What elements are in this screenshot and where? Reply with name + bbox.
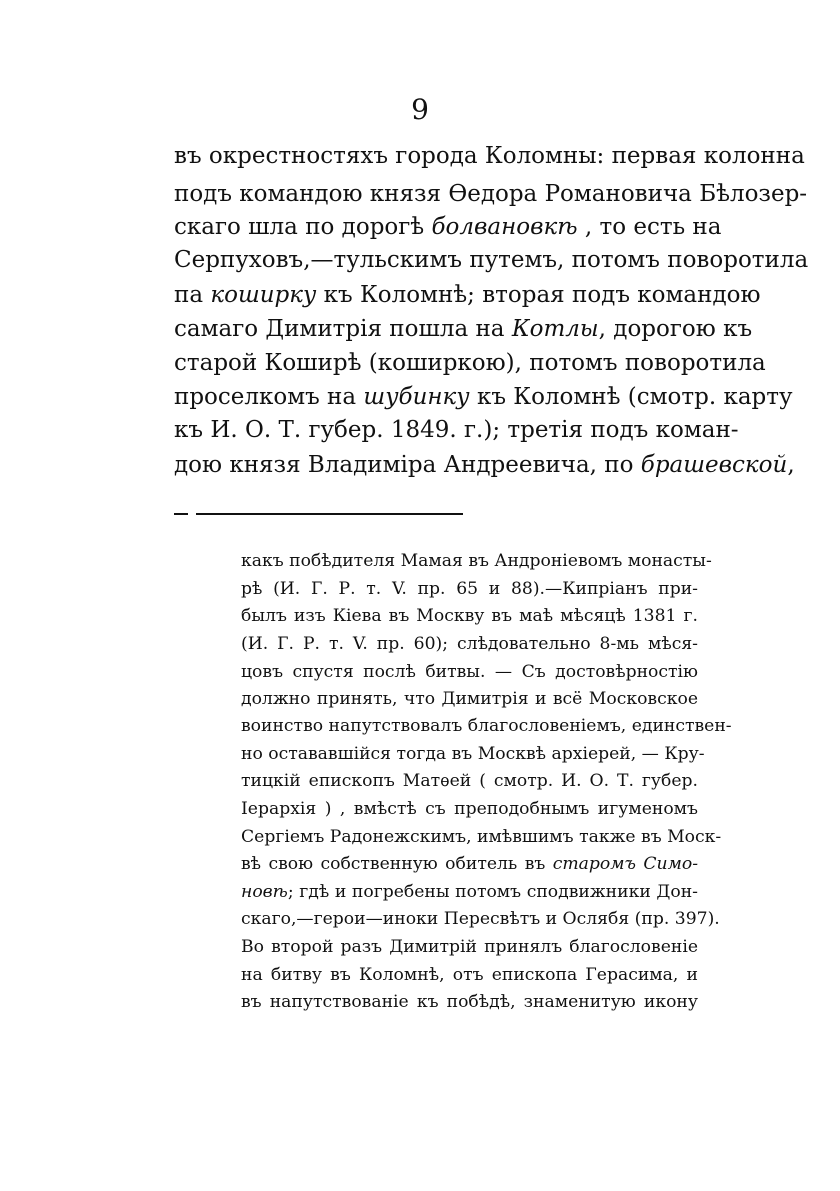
- main-line: [174, 311, 753, 347]
- footnote-separator: [196, 513, 463, 515]
- text-run: въ окрестностяхъ города Коломны: первая колонна: [174, 143, 805, 169]
- footnote-line: [241, 767, 698, 795]
- text-run: па: [174, 282, 211, 308]
- main-line: [174, 345, 766, 381]
- text-run: къ Коломнѣ; вторая подъ командою: [316, 282, 761, 308]
- footnote-line: [241, 823, 722, 851]
- text-run: цовъ спустя послѣ битвы. — Съ достовѣрностію: [241, 662, 698, 682]
- main-line: [174, 209, 722, 245]
- main-line: [174, 242, 809, 278]
- footnote-line: [241, 740, 705, 768]
- text-run: дою князя Владиміра Андреевича, по: [174, 452, 641, 478]
- footnote-line: [241, 905, 720, 933]
- italic-run: болвановкѣ: [431, 214, 578, 240]
- footnote-line: [241, 933, 698, 961]
- text-run: ,: [787, 452, 795, 478]
- italic-run: коширку: [210, 282, 317, 308]
- footnote-line: [241, 878, 698, 906]
- italic-run: Котлы: [511, 316, 599, 342]
- footnote-line: [241, 988, 698, 1016]
- italic-run: старомъ Симо-: [552, 854, 698, 874]
- text-run: скаго,—герои—иноки Пересвѣтъ и Ослябя (пр. 397).: [241, 909, 720, 929]
- text-run: (И. Г. Р. т. V. пр. 60); слѣдовательно 8-мь мѣся-: [241, 634, 698, 654]
- text-run: старой Коширѣ (коширкою), потомъ поворотила: [174, 350, 766, 376]
- text-run: проселкомъ на: [174, 384, 364, 410]
- text-run: , то есть на: [577, 214, 722, 240]
- footnote-line: [241, 602, 698, 630]
- main-line: [174, 379, 793, 415]
- text-run: скаго шла по дорогѣ: [174, 214, 432, 240]
- text-run: къ И. О. Т. губер. 1849. г.); третія подъ коман-: [174, 417, 739, 443]
- footnote-line: [241, 712, 732, 740]
- footnote-line: [241, 850, 698, 878]
- footnote-line: [241, 547, 712, 575]
- text-run: Іерархія ) , вмѣстѣ съ преподобнымъ игуменомъ: [241, 799, 698, 819]
- footnote-line: [241, 658, 698, 686]
- main-line: [174, 138, 805, 174]
- text-run: ; гдѣ и погребены потомъ сподвижники Дон-: [287, 882, 698, 902]
- text-run: тицкій епископъ Матѳей ( смотр. И. О. Т. губер.: [241, 771, 698, 791]
- text-run: на битву въ Коломнѣ, отъ епископа Герасима, и: [241, 965, 698, 985]
- text-run: подъ командою князя Ѳедора Романовича Бѣлозер-: [174, 181, 808, 207]
- footnote-line: [241, 575, 698, 603]
- text-run: должно принять, что Димитрія и всё Московское: [241, 689, 698, 709]
- main-line: [174, 447, 795, 483]
- text-run: Серпуховъ,—тульскимъ путемъ, потомъ поворотила: [174, 247, 809, 273]
- footnote-line: [241, 961, 698, 989]
- footnote-line: [241, 630, 698, 658]
- text-run: Во второй разъ Димитрій принялъ благословеніе: [241, 937, 698, 957]
- italic-run: брашевской: [640, 452, 788, 478]
- text-run: былъ изъ Кіева въ Москву въ маѣ мѣсяцѣ 1381 г.: [241, 606, 698, 626]
- text-run: вѣ свою собственную обитель въ: [241, 854, 553, 874]
- text-run: , дорогою къ: [598, 316, 753, 342]
- text-run: какъ побѣдителя Мамая въ Андроніевомъ монасты-: [241, 551, 712, 571]
- main-line: [174, 176, 808, 212]
- footnote-line: [241, 795, 698, 823]
- text-run: въ напутствованіе къ побѣдѣ, знаменитую икону: [241, 992, 698, 1012]
- main-line: [174, 412, 739, 448]
- text-run: самаго Димитрія пошла на: [174, 316, 512, 342]
- italic-run: новѣ: [241, 882, 288, 902]
- text-run: но остававшійся тогда въ Москвѣ архіерей, — Кру-: [241, 744, 705, 764]
- page-number: 9: [411, 93, 429, 126]
- main-line: [174, 277, 761, 313]
- footnote-line: [241, 685, 698, 713]
- text-run: къ Коломнѣ (смотр. карту: [469, 384, 793, 410]
- footnote-separator-short: [174, 513, 188, 515]
- text-run: Сергіемъ Радонежскимъ, имѣвшимъ также въ Моск-: [241, 827, 722, 847]
- text-run: рѣ (И. Г. Р. т. V. пр. 65 и 88).—Кипріанъ при-: [241, 579, 698, 599]
- text-run: воинство напутствовалъ благословеніемъ, единствен-: [241, 716, 732, 736]
- italic-run: шубинку: [363, 384, 470, 410]
